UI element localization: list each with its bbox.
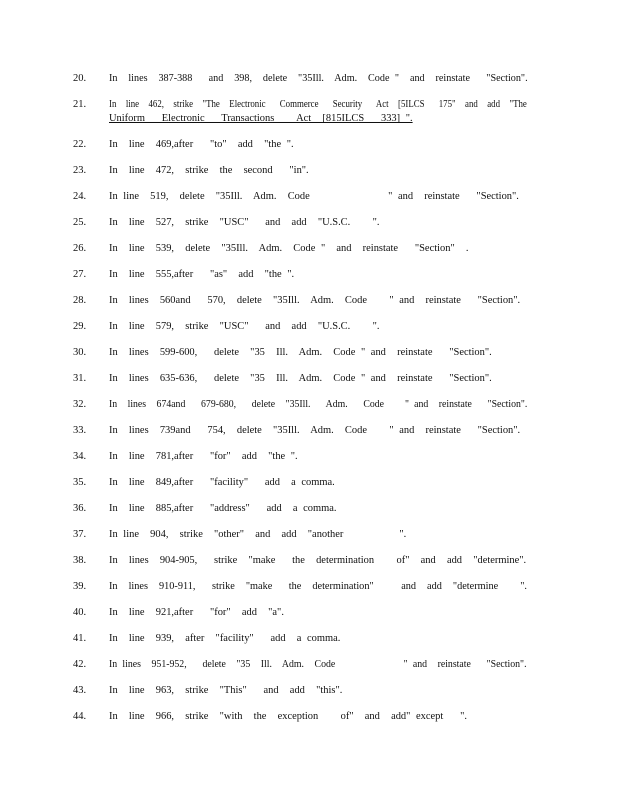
item-number: 44.: [73, 711, 87, 722]
item-text: In lines 674and 679-680, delete "35Ill. Adm. Code " and reinstate "Section".: [109, 399, 528, 410]
item-number: 41.: [73, 633, 87, 644]
item-number: 36.: [73, 503, 87, 514]
item-text: In line 963, strike "This" and add "this".: [109, 685, 343, 696]
item-number: 21.: [73, 99, 87, 110]
item-text: In lines 910-911, strike "make the determination" and add "determine ".: [109, 581, 528, 592]
item-number: 29.: [73, 321, 87, 332]
item-number: 26.: [73, 243, 87, 254]
item-number: 30.: [73, 347, 87, 358]
item-number: 20.: [73, 73, 87, 84]
item-text: In line 966, strike "with the exception of" and add" except ".: [109, 711, 467, 722]
item-number: 40.: [73, 607, 87, 618]
item-number: 34.: [73, 451, 87, 462]
item-number: 42.: [73, 659, 87, 670]
item-number: 23.: [73, 165, 87, 176]
item-number: 35.: [73, 477, 87, 488]
item-text: In line 527, strike "USC" and add "U.S.C. ".: [109, 217, 380, 228]
item-text: In lines 635-636, delete "35 Ill. Adm. Code " and reinstate "Section".: [109, 373, 492, 384]
item-text: In line 472, strike the second "in".: [109, 165, 309, 176]
item-text: In line 579, strike "USC" and add "U.S.C. ".: [109, 321, 380, 332]
item-number: 25.: [73, 217, 87, 228]
item-text: In line 939, after "facility" add a comma.: [109, 633, 341, 644]
item-number: 39.: [73, 581, 87, 592]
item-text: In line 469,after "to" add "the ".: [109, 139, 294, 150]
item-text: In lines 951-952, delete "35 Ill. Adm. Code " and reinstate "Section".: [109, 659, 527, 670]
item-text: In lines 560and 570, delete "35Ill. Adm. Code " and reinstate "Section".: [109, 295, 521, 306]
item-text: In line 781,after "for" add "the ".: [109, 451, 298, 462]
item-number: 22.: [73, 139, 87, 150]
item-number: 24.: [73, 191, 87, 202]
item-text: In lines 599-600, delete "35 Ill. Adm. Code " and reinstate "Section".: [109, 347, 492, 358]
item-text: In line 904, strike "other" and add "another ".: [109, 529, 407, 540]
item-number: 37.: [73, 529, 87, 540]
item-text: In lines 739and 754, delete "35Ill. Adm. Code " and reinstate "Section".: [109, 425, 521, 436]
item-text: In line 555,after "as" add "the ".: [109, 269, 295, 280]
item-number: 28.: [73, 295, 87, 306]
item-number: 43.: [73, 685, 87, 696]
item-number: 27.: [73, 269, 87, 280]
item-text: In line 885,after "address" add a comma.: [109, 503, 337, 514]
item-text: In line 921,after "for" add "a".: [109, 607, 284, 618]
item-text: In lines 387-388 and 398, delete "35Ill. Adm. Code " and reinstate "Section".: [109, 73, 528, 84]
item-text: In lines 904-905, strike "make the determination of" and add "determine".: [109, 555, 527, 566]
item-text-continuation: Uniform Electronic Transactions Act [815ILCS 333] ".: [109, 113, 413, 124]
item-number: 32.: [73, 399, 87, 410]
item-number: 31.: [73, 373, 87, 384]
item-number: 33.: [73, 425, 87, 436]
item-text: In line 462, strike "The Electronic Commerce Security Act [5ILCS 175" and add "The: [109, 99, 527, 110]
item-text: In line 519, delete "35Ill. Adm. Code " and reinstate "Section".: [109, 191, 519, 202]
item-number: 38.: [73, 555, 87, 566]
item-text: In line 849,after "facility" add a comma.: [109, 477, 335, 488]
item-text: In line 539, delete "35Ill. Adm. Code " and reinstate "Section" .: [109, 243, 469, 254]
